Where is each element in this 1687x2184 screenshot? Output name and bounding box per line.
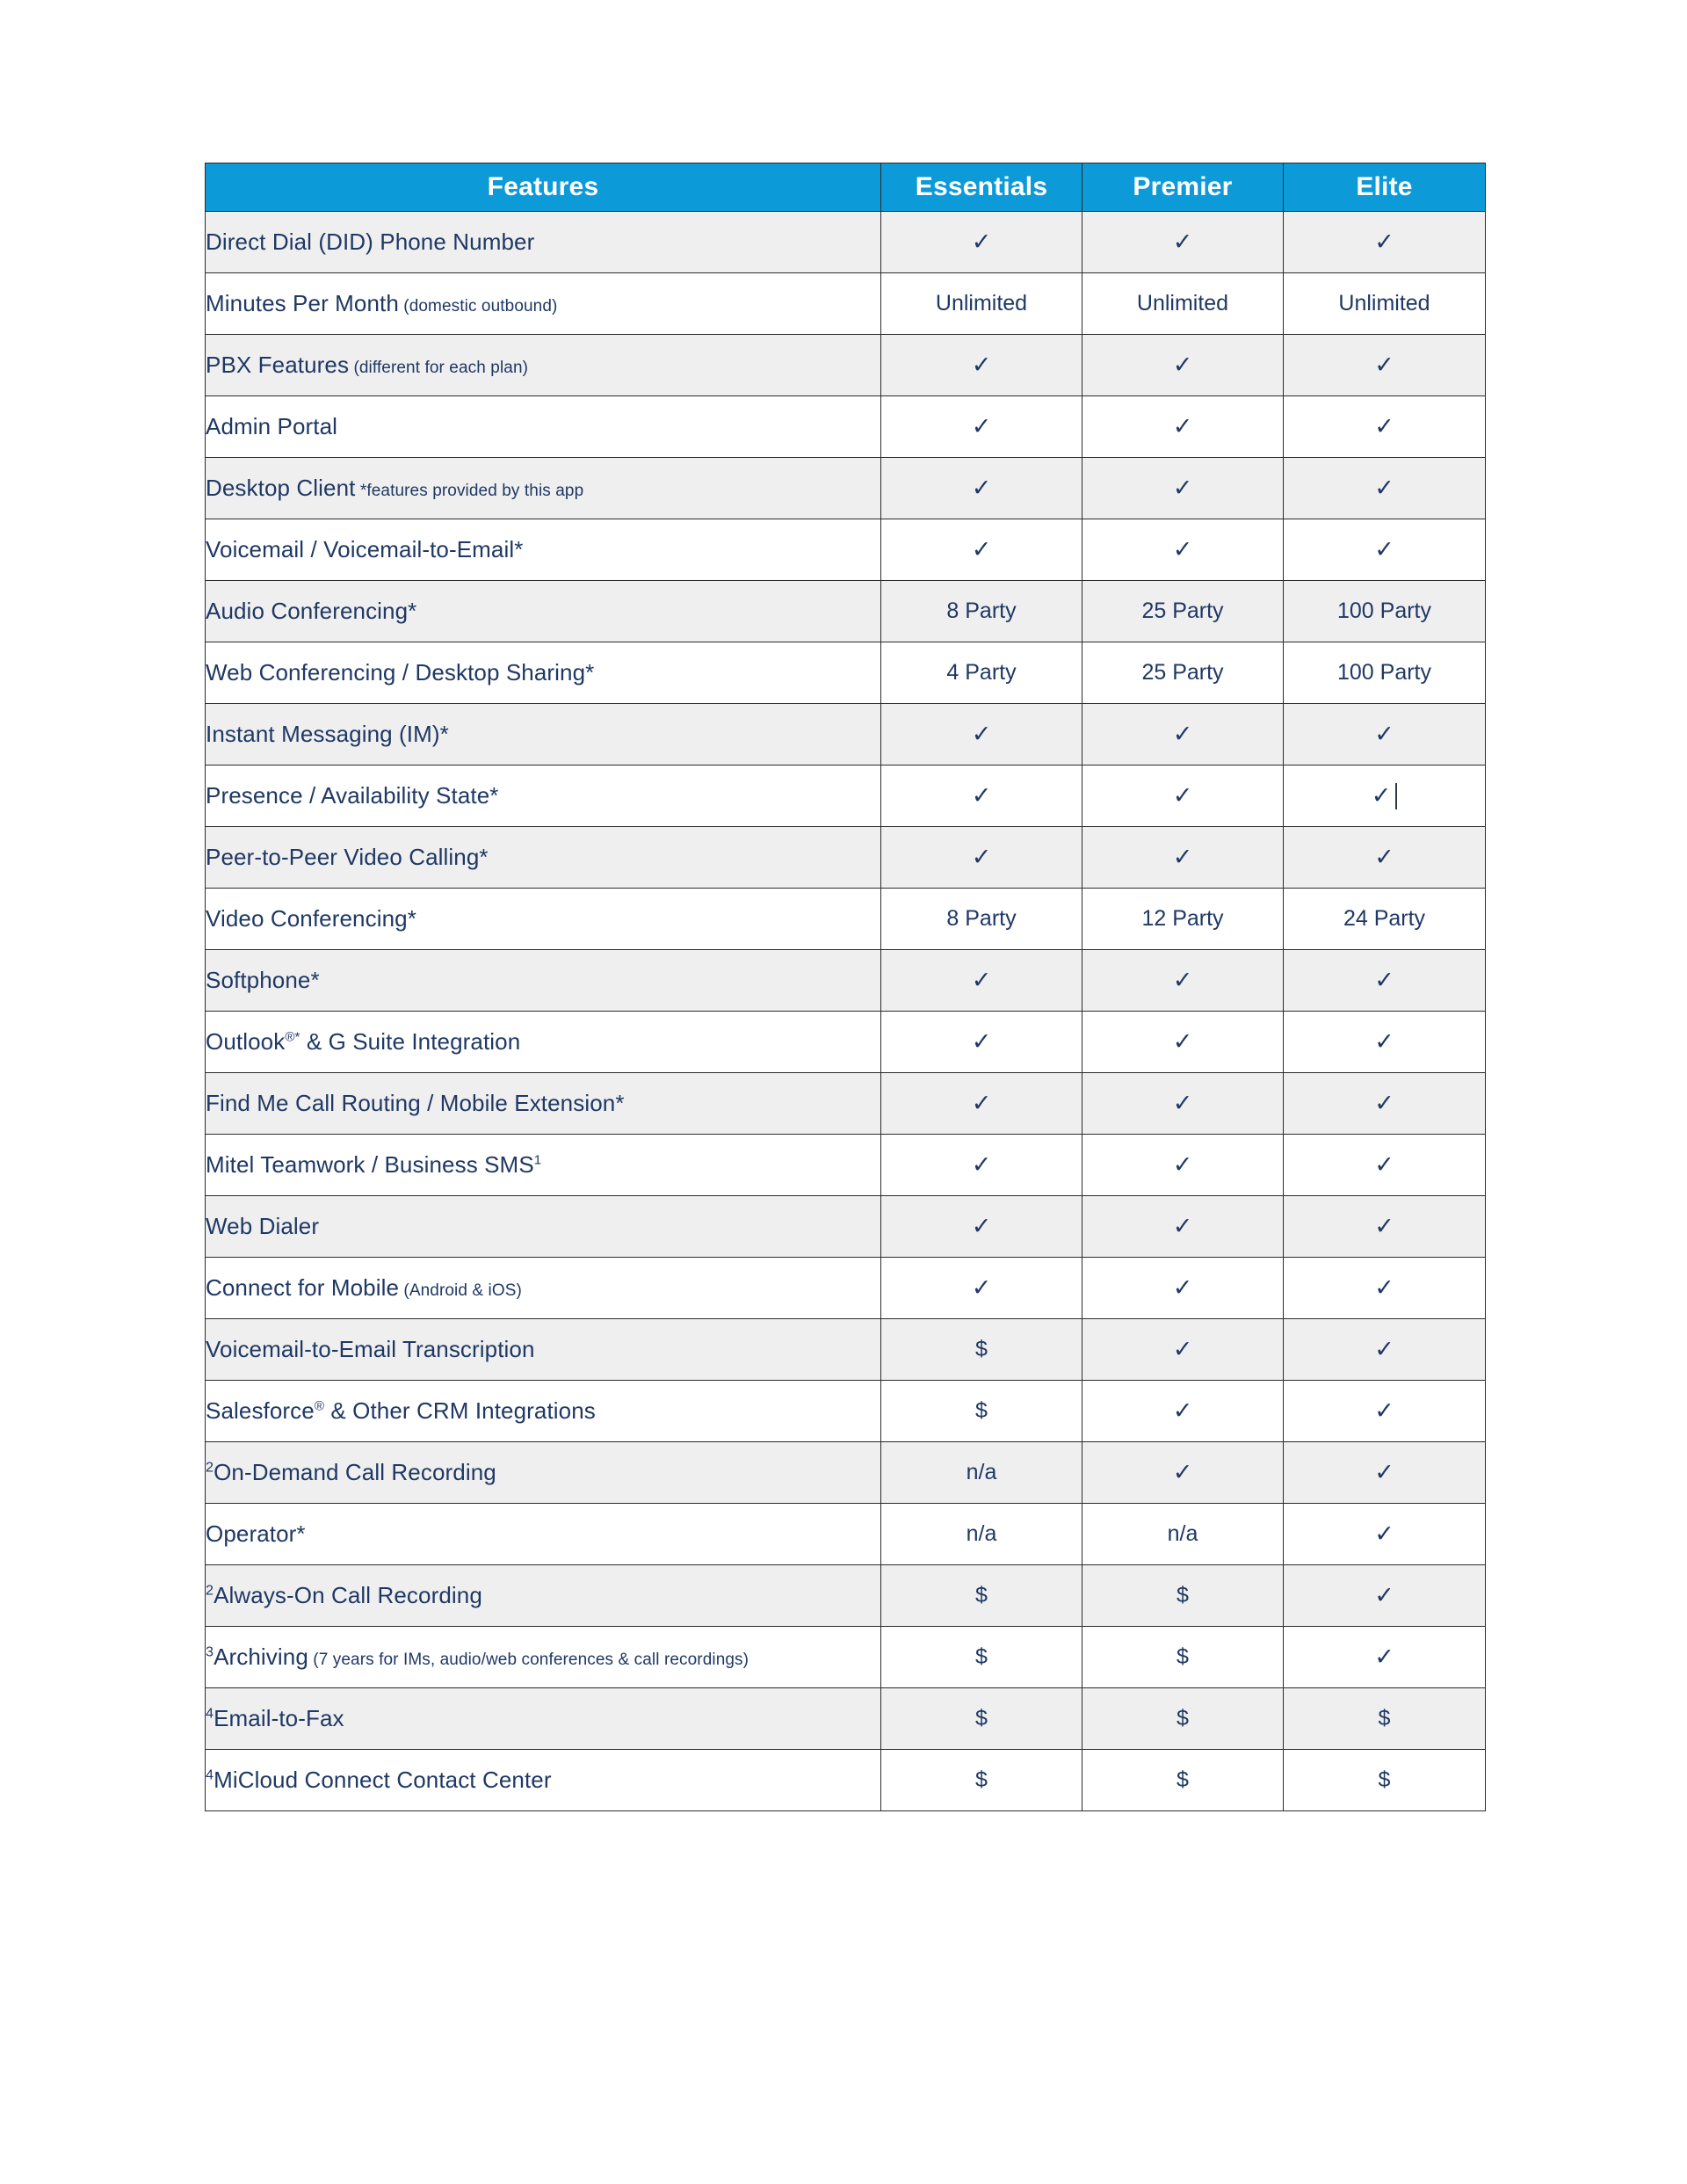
table-row <box>206 335 1486 396</box>
dollar-icon: $ <box>975 1337 988 1361</box>
table-row <box>206 1627 1486 1688</box>
plan-cell-premier[interactable] <box>1082 1073 1284 1135</box>
plan-cell-essentials[interactable] <box>881 704 1082 765</box>
check-icon: ✓ <box>971 352 992 378</box>
plan-cell-essentials[interactable] <box>881 642 1082 704</box>
feature-name-cell <box>206 827 881 889</box>
dollar-icon: $ <box>975 1706 988 1731</box>
check-icon: ✓ <box>1172 967 1193 993</box>
plan-cell-essentials[interactable] <box>881 1381 1082 1442</box>
plan-cell-premier[interactable] <box>1082 1688 1284 1750</box>
feature-name-cell <box>206 581 881 642</box>
feature-name-cell <box>206 1012 881 1073</box>
feature-label: Voicemail / Voicemail-to-Email* <box>206 536 524 562</box>
feature-label: Web Conferencing / Desktop Sharing* <box>206 659 595 686</box>
plan-cell-elite[interactable] <box>1284 642 1486 704</box>
plan-cell-elite[interactable] <box>1284 1012 1486 1073</box>
plan-cell-premier[interactable] <box>1082 1135 1284 1196</box>
plan-comparison-sheet <box>205 163 1485 1811</box>
table-row <box>206 704 1486 765</box>
feature-name-cell <box>206 1319 881 1381</box>
plan-cell-elite[interactable] <box>1284 1196 1486 1258</box>
check-icon: ✓ <box>1172 1028 1193 1055</box>
check-icon: ✓ <box>1374 721 1394 747</box>
plan-cell-essentials[interactable] <box>881 827 1082 889</box>
plan-value: Unlimited <box>1338 291 1430 316</box>
feature-note: (different for each plan) <box>349 359 529 377</box>
plan-value: 25 Party <box>1141 660 1224 685</box>
check-icon: ✓ <box>1374 536 1394 562</box>
feature-note: (7 years for IMs, audio/web conferences & call recordings) <box>308 1651 749 1669</box>
feature-name-cell <box>206 1750 881 1811</box>
plan-cell-essentials[interactable] <box>881 335 1082 396</box>
footnote-marker: 3 <box>206 1643 214 1660</box>
plan-value: n/a <box>1167 1521 1198 1546</box>
check-icon: ✓ <box>1371 782 1392 809</box>
check-icon: ✓ <box>971 1028 992 1055</box>
plan-cell-essentials[interactable] <box>881 1012 1082 1073</box>
plan-cell-premier[interactable] <box>1082 335 1284 396</box>
check-icon: ✓ <box>1374 1151 1394 1178</box>
plan-cell-essentials[interactable] <box>881 1319 1082 1381</box>
check-icon: ✓ <box>1374 1582 1394 1608</box>
feature-note: (Android & iOS) <box>399 1281 522 1300</box>
table-row <box>206 889 1486 950</box>
plan-cell-elite[interactable] <box>1284 1135 1486 1196</box>
plan-cell-elite[interactable] <box>1284 519 1486 581</box>
table-row <box>206 1196 1486 1258</box>
check-icon: ✓ <box>1172 413 1193 439</box>
check-icon: ✓ <box>1172 1151 1193 1178</box>
table-body <box>206 212 1486 1811</box>
plan-value: 100 Party <box>1336 660 1431 685</box>
table-row <box>206 642 1486 704</box>
feature-label: PBX Features <box>206 352 350 378</box>
feature-name-cell <box>206 1504 881 1565</box>
check-icon: ✓ <box>1374 352 1394 378</box>
plan-value: Unlimited <box>1136 291 1229 316</box>
feature-name-cell <box>206 1381 881 1442</box>
table-row <box>206 1135 1486 1196</box>
table-row <box>206 1258 1486 1319</box>
feature-label: Connect for Mobile <box>206 1274 400 1301</box>
check-icon: ✓ <box>971 1090 992 1116</box>
check-icon: ✓ <box>1374 1028 1394 1055</box>
feature-label: Email-to-Fax <box>214 1705 344 1731</box>
feature-name-cell <box>206 765 881 827</box>
feature-name-cell <box>206 1565 881 1627</box>
plan-cell-elite[interactable] <box>1284 335 1486 396</box>
check-icon: ✓ <box>1374 1336 1394 1362</box>
table-row <box>206 1319 1486 1381</box>
dollar-icon: $ <box>1177 1706 1189 1731</box>
plan-cell-premier[interactable] <box>1082 1565 1284 1627</box>
table-row <box>206 1504 1486 1565</box>
check-icon: ✓ <box>1374 229 1394 255</box>
check-icon: ✓ <box>1172 1397 1193 1424</box>
plan-cell-elite[interactable] <box>1284 581 1486 642</box>
plan-value: Unlimited <box>935 291 1028 316</box>
table-row <box>206 765 1486 827</box>
feature-name-cell <box>206 1258 881 1319</box>
plan-cell-elite[interactable] <box>1284 1565 1486 1627</box>
table-row <box>206 1012 1486 1073</box>
check-icon: ✓ <box>1172 1274 1193 1301</box>
plan-cell-premier[interactable] <box>1082 396 1284 458</box>
footnote-marker: 2 <box>206 1459 214 1476</box>
feature-name-cell <box>206 519 881 581</box>
plan-cell-essentials[interactable] <box>881 1565 1082 1627</box>
feature-label: Peer-to-Peer Video Calling* <box>206 844 489 870</box>
check-icon: ✓ <box>1172 1213 1193 1239</box>
check-icon: ✓ <box>1172 229 1193 255</box>
check-icon: ✓ <box>1172 1336 1193 1362</box>
check-icon: ✓ <box>1172 1459 1193 1485</box>
table-row <box>206 1688 1486 1750</box>
dollar-icon: $ <box>975 1644 988 1669</box>
dollar-icon: $ <box>975 1767 988 1792</box>
plan-value: n/a <box>966 1460 997 1484</box>
footnote-marker: 2 <box>206 1582 214 1599</box>
plan-cell-essentials[interactable] <box>881 1258 1082 1319</box>
feature-label: Always-On Call Recording <box>214 1582 482 1608</box>
plan-cell-premier[interactable] <box>1082 1196 1284 1258</box>
plan-cell-premier[interactable] <box>1082 519 1284 581</box>
check-icon: ✓ <box>971 536 992 562</box>
table-row <box>206 1442 1486 1504</box>
plan-cell-elite[interactable] <box>1284 889 1486 950</box>
dollar-icon: $ <box>1177 1583 1189 1607</box>
feature-label: Audio Conferencing* <box>206 598 417 624</box>
feature-label: Presence / Availability State* <box>206 782 499 809</box>
plan-cell-essentials[interactable] <box>881 1073 1082 1135</box>
plan-cell-elite[interactable] <box>1284 765 1486 827</box>
table-row <box>206 396 1486 458</box>
check-icon: ✓ <box>1374 1274 1394 1301</box>
table-row <box>206 273 1486 335</box>
check-icon: ✓ <box>1374 1459 1394 1485</box>
column-header-premier[interactable]: Premier <box>1082 163 1284 212</box>
table-row <box>206 1750 1486 1811</box>
feature-name-cell <box>206 642 881 704</box>
plan-value: 24 Party <box>1343 906 1426 931</box>
plan-cell-elite[interactable] <box>1284 827 1486 889</box>
dollar-icon: $ <box>975 1583 988 1607</box>
column-header-essentials[interactable]: Essentials <box>881 163 1082 212</box>
plan-cell-premier[interactable] <box>1082 1012 1284 1073</box>
column-header-features[interactable]: Features <box>206 163 881 212</box>
check-icon: ✓ <box>1172 352 1193 378</box>
plan-value: 4 Party <box>946 660 1017 685</box>
feature-label: Operator* <box>206 1520 306 1547</box>
check-icon: ✓ <box>1374 413 1394 439</box>
table-row <box>206 581 1486 642</box>
table-header <box>206 163 1486 212</box>
trademark-marker: ®* <box>285 1029 300 1045</box>
check-icon: ✓ <box>1172 1090 1193 1116</box>
check-icon: ✓ <box>971 782 992 809</box>
footnote-marker: 4 <box>206 1767 214 1783</box>
trademark-marker: 1 <box>533 1152 542 1168</box>
feature-label: Softphone* <box>206 967 320 993</box>
plan-cell-elite[interactable] <box>1284 1258 1486 1319</box>
plan-value: n/a <box>966 1521 997 1546</box>
feature-name-cell <box>206 212 881 273</box>
feature-name-cell <box>206 273 881 335</box>
check-icon: ✓ <box>1374 475 1394 501</box>
check-icon: ✓ <box>971 413 992 439</box>
plan-cell-essentials[interactable] <box>881 273 1082 335</box>
plan-cell-elite[interactable] <box>1284 1627 1486 1688</box>
plan-cell-premier[interactable] <box>1082 273 1284 335</box>
plan-cell-essentials[interactable] <box>881 458 1082 519</box>
plan-cell-elite[interactable] <box>1284 458 1486 519</box>
plan-cell-elite[interactable] <box>1284 1319 1486 1381</box>
plan-cell-premier[interactable] <box>1082 1442 1284 1504</box>
plan-cell-premier[interactable] <box>1082 1258 1284 1319</box>
plan-cell-premier[interactable] <box>1082 458 1284 519</box>
trademark-marker: ® <box>314 1398 325 1414</box>
dollar-icon: $ <box>1177 1767 1189 1792</box>
plan-cell-premier[interactable] <box>1082 581 1284 642</box>
plan-cell-essentials[interactable] <box>881 1135 1082 1196</box>
plan-cell-premier[interactable] <box>1082 950 1284 1012</box>
plan-cell-elite[interactable] <box>1284 1381 1486 1442</box>
feature-note: (domestic outbound) <box>398 297 558 316</box>
table-row <box>206 519 1486 581</box>
table-row <box>206 827 1486 889</box>
plan-cell-essentials[interactable] <box>881 765 1082 827</box>
plan-cell-essentials[interactable] <box>881 950 1082 1012</box>
plan-cell-essentials[interactable] <box>881 1504 1082 1565</box>
plan-cell-elite[interactable] <box>1284 1688 1486 1750</box>
feature-name-cell <box>206 889 881 950</box>
plan-cell-premier[interactable] <box>1082 827 1284 889</box>
dollar-icon: $ <box>1378 1767 1391 1792</box>
feature-name-cell <box>206 950 881 1012</box>
plan-cell-premier[interactable] <box>1082 1504 1284 1565</box>
feature-label: Video Conferencing* <box>206 905 416 932</box>
feature-label: Desktop Client <box>206 475 356 501</box>
feature-label: Minutes Per Month <box>206 290 399 316</box>
feature-label: Salesforce <box>206 1397 315 1424</box>
plan-value: 25 Party <box>1141 599 1224 623</box>
plan-cell-essentials[interactable] <box>881 519 1082 581</box>
plan-value: 8 Party <box>946 906 1017 931</box>
check-icon: ✓ <box>971 1274 992 1301</box>
feature-name-cell <box>206 1135 881 1196</box>
check-icon: ✓ <box>1172 721 1193 747</box>
plan-cell-elite[interactable] <box>1284 950 1486 1012</box>
plan-cell-premier[interactable] <box>1082 889 1284 950</box>
column-header-elite[interactable]: Elite <box>1284 163 1486 212</box>
plan-cell-premier[interactable] <box>1082 642 1284 704</box>
plan-cell-elite[interactable] <box>1284 212 1486 273</box>
check-icon: ✓ <box>1374 1090 1394 1116</box>
plan-cell-premier[interactable] <box>1082 1627 1284 1688</box>
check-icon: ✓ <box>1374 844 1394 870</box>
plan-cell-elite[interactable] <box>1284 704 1486 765</box>
plan-comparison-table <box>205 163 1486 1811</box>
check-icon: ✓ <box>971 1151 992 1178</box>
plan-cell-essentials[interactable] <box>881 1627 1082 1688</box>
header-row <box>206 163 1486 212</box>
plan-value: 12 Party <box>1141 906 1224 931</box>
table-row <box>206 212 1486 273</box>
feature-label: Mitel Teamwork / Business SMS <box>206 1151 534 1178</box>
feature-label-suffix: & Other CRM Integrations <box>324 1397 596 1424</box>
check-icon: ✓ <box>1374 967 1394 993</box>
check-icon: ✓ <box>971 1213 992 1239</box>
dollar-icon: $ <box>1177 1644 1189 1669</box>
plan-cell-premier[interactable] <box>1082 1381 1284 1442</box>
plan-cell-elite[interactable] <box>1284 1442 1486 1504</box>
check-icon: ✓ <box>1374 1643 1394 1670</box>
check-icon: ✓ <box>971 721 992 747</box>
feature-label: Voicemail-to-Email Transcription <box>206 1336 535 1362</box>
feature-name-cell <box>206 458 881 519</box>
plan-cell-essentials[interactable] <box>881 1688 1082 1750</box>
feature-name-cell <box>206 1688 881 1750</box>
table-row <box>206 1073 1486 1135</box>
text-cursor-caret <box>1395 783 1397 809</box>
check-icon: ✓ <box>1172 536 1193 562</box>
feature-label: Web Dialer <box>206 1213 320 1239</box>
plan-value: 100 Party <box>1336 599 1431 623</box>
feature-label: Archiving <box>214 1643 308 1670</box>
feature-name-cell <box>206 1073 881 1135</box>
plan-cell-essentials[interactable] <box>881 212 1082 273</box>
check-icon: ✓ <box>1374 1520 1394 1547</box>
table-row <box>206 1565 1486 1627</box>
feature-label: Find Me Call Routing / Mobile Extension* <box>206 1090 625 1116</box>
plan-cell-essentials[interactable] <box>881 889 1082 950</box>
feature-label-suffix: & G Suite Integration <box>300 1028 521 1055</box>
feature-label: Instant Messaging (IM)* <box>206 721 449 747</box>
plan-cell-elite[interactable] <box>1284 1073 1486 1135</box>
plan-cell-elite[interactable] <box>1284 1750 1486 1811</box>
plan-cell-elite[interactable] <box>1284 1504 1486 1565</box>
plan-cell-premier[interactable] <box>1082 765 1284 827</box>
table-row <box>206 950 1486 1012</box>
feature-name-cell <box>206 1196 881 1258</box>
plan-cell-essentials[interactable] <box>881 581 1082 642</box>
check-icon: ✓ <box>1374 1397 1394 1424</box>
plan-value: 8 Party <box>946 599 1017 623</box>
check-icon: ✓ <box>971 967 992 993</box>
feature-label: On-Demand Call Recording <box>214 1459 496 1485</box>
table-row <box>206 458 1486 519</box>
feature-name-cell <box>206 335 881 396</box>
feature-name-cell <box>206 1442 881 1504</box>
plan-cell-premier[interactable] <box>1082 704 1284 765</box>
plan-cell-elite[interactable] <box>1284 273 1486 335</box>
feature-name-cell <box>206 396 881 458</box>
feature-name-cell <box>206 1627 881 1688</box>
table-row <box>206 1381 1486 1442</box>
plan-cell-essentials[interactable] <box>881 396 1082 458</box>
feature-note: *features provided by this app <box>355 482 584 500</box>
check-icon: ✓ <box>971 229 992 255</box>
plan-cell-essentials[interactable] <box>881 1750 1082 1811</box>
plan-cell-essentials[interactable] <box>881 1442 1082 1504</box>
plan-cell-elite[interactable] <box>1284 396 1486 458</box>
check-icon: ✓ <box>1172 844 1193 870</box>
check-icon: ✓ <box>1172 782 1193 809</box>
check-icon: ✓ <box>1172 475 1193 501</box>
plan-cell-premier[interactable] <box>1082 1750 1284 1811</box>
footnote-marker: 4 <box>206 1705 214 1722</box>
plan-cell-premier[interactable] <box>1082 212 1284 273</box>
check-icon: ✓ <box>971 844 992 870</box>
feature-name-cell <box>206 704 881 765</box>
plan-cell-essentials[interactable] <box>881 1196 1082 1258</box>
feature-label: Direct Dial (DID) Phone Number <box>206 229 535 255</box>
plan-cell-premier[interactable] <box>1082 1319 1284 1381</box>
feature-label: Admin Portal <box>206 413 338 439</box>
check-icon: ✓ <box>971 475 992 501</box>
feature-label: MiCloud Connect Contact Center <box>214 1767 552 1793</box>
dollar-icon: $ <box>975 1398 988 1423</box>
dollar-icon: $ <box>1378 1706 1391 1731</box>
feature-label: Outlook <box>206 1028 286 1055</box>
check-icon: ✓ <box>1374 1213 1394 1239</box>
